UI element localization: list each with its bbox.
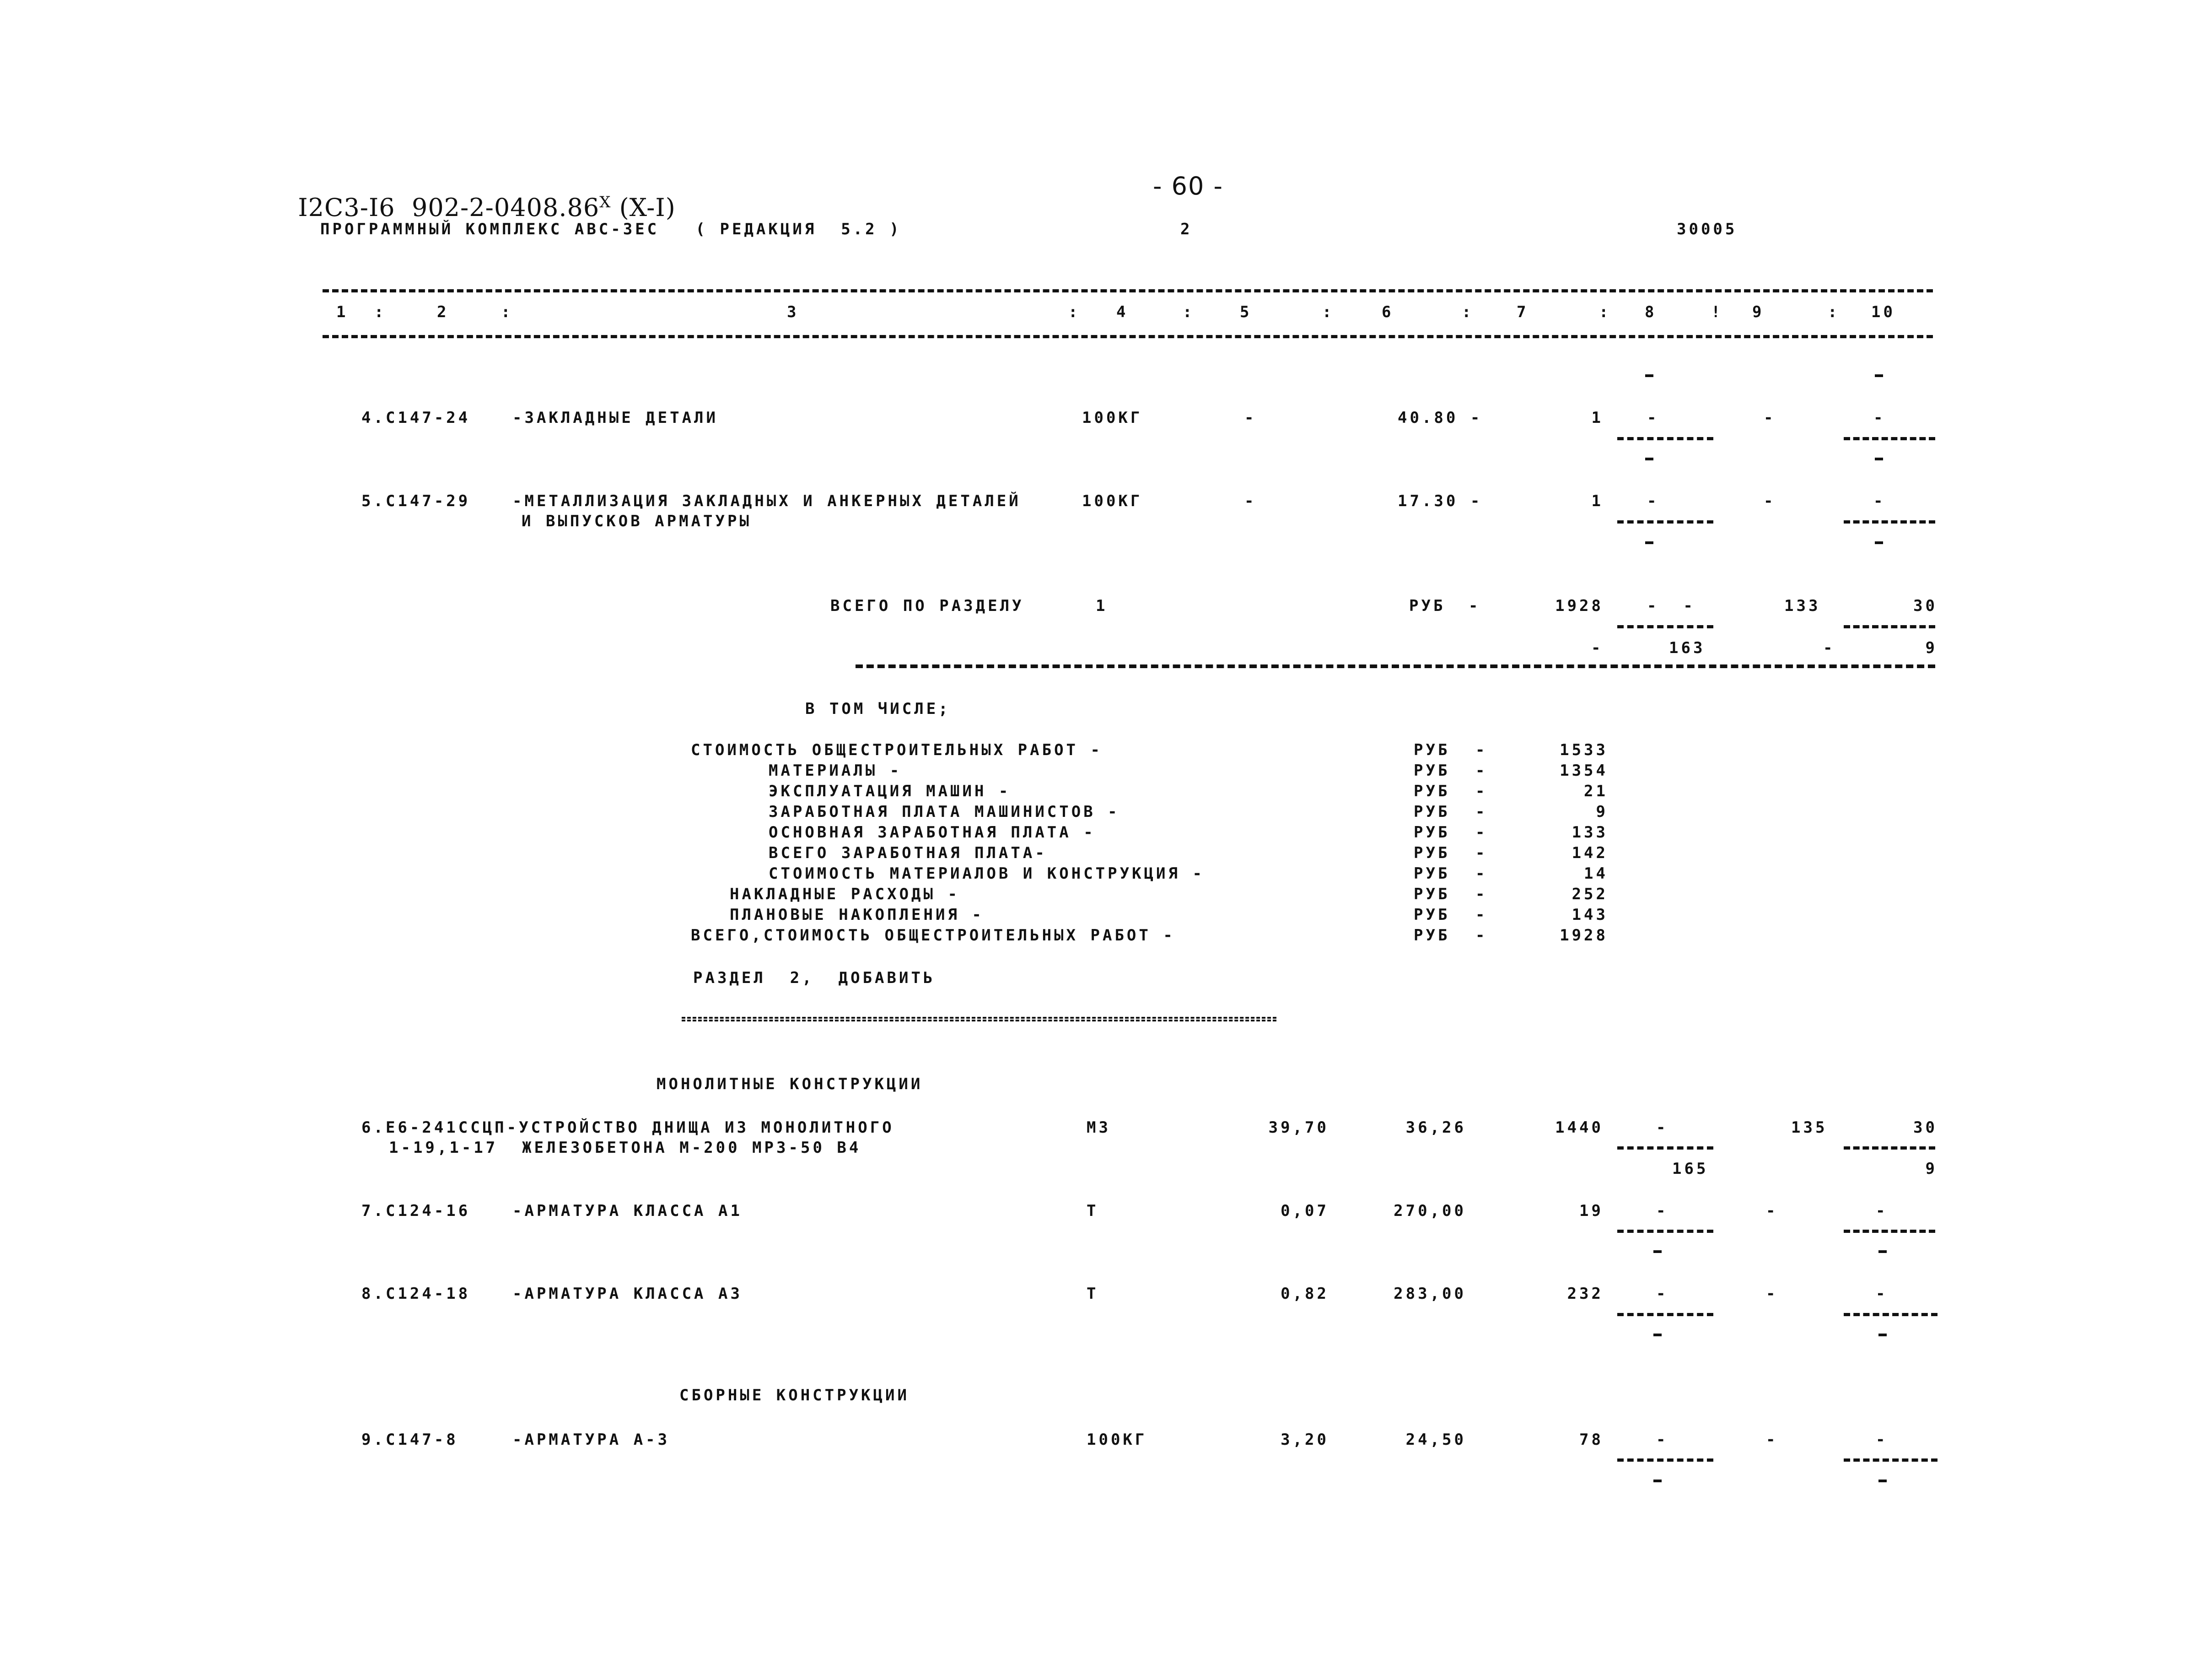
row-price: 40.80 - [1398, 409, 1483, 427]
row-qty: - [1244, 492, 1257, 510]
col-no-6: 6 [1382, 303, 1394, 321]
row-col8: - [1656, 1202, 1668, 1220]
row-col10: - [1876, 1202, 1888, 1220]
row-cost: 78 [1579, 1431, 1604, 1449]
row-name: -АРМАТУРА А-3 [512, 1431, 670, 1449]
total-col10-bottom: 9 [1925, 639, 1938, 657]
cell-rule [1617, 520, 1713, 524]
row-price: 270,00 [1394, 1202, 1466, 1220]
col-sep-9: : [1828, 303, 1840, 321]
group-heading-prefab: СБОРНЫЕ КОНСТРУКЦИИ [679, 1386, 910, 1404]
row-code: 7.С124-16 [361, 1202, 471, 1220]
breakdown-label: ВСЕГО ЗАРАБОТНАЯ ПЛАТА- [769, 844, 1047, 862]
breakdown-unit: РУБ [1414, 926, 1450, 945]
breakdown-unit: РУБ [1414, 741, 1450, 759]
cell-rule [1844, 625, 1935, 628]
row-unit: 100КГ [1082, 409, 1143, 427]
row-name: -МЕТАЛЛИЗАЦИЯ ЗАКЛАДНЫХ И АНКЕРНЫХ ДЕТАЛЕЙ [512, 492, 1021, 510]
row-col10: - [1876, 1431, 1888, 1449]
row-col9: - [1764, 409, 1776, 427]
breakdown-label: ЭКСПЛУАТАЦИЯ МАШИН - [769, 782, 1011, 800]
row-unit: М3 [1087, 1118, 1111, 1137]
row-col10: - [1876, 1285, 1888, 1303]
row-name: -ЗАКЛАДНЫЕ ДЕТАЛИ [512, 409, 718, 427]
document-code [281, 176, 676, 222]
breakdown-label: ПЛАНОВЫЕ НАКОПЛЕНИЯ - [730, 906, 984, 924]
row-col8: - [1647, 492, 1659, 510]
breakdown-dash: - [1475, 885, 1488, 903]
total-rule [856, 664, 1935, 668]
total-col9-bottom: - [1823, 639, 1835, 657]
row-qty: - [1244, 409, 1257, 427]
col-sep-2: : [501, 303, 513, 321]
dash-mark [1653, 1480, 1662, 1482]
total-label: ВСЕГО ПО РАЗДЕЛУ [830, 597, 1024, 615]
cell-rule [1617, 1146, 1713, 1150]
total-cost: 1928 [1555, 597, 1604, 615]
col-sep-1: : [374, 303, 387, 321]
row-price: 17.30 - [1398, 492, 1483, 510]
row-unit: Т [1087, 1285, 1099, 1303]
total-col10: 30 [1913, 597, 1938, 615]
breakdown-unit: РУБ [1414, 864, 1450, 883]
breakdown-label: СТОИМОСТЬ ОБЩЕСТРОИТЕЛЬНЫХ РАБОТ - [691, 741, 1103, 759]
breakdown-unit: РУБ [1414, 761, 1450, 780]
row-col8: - [1656, 1118, 1668, 1137]
breakdown-label: НАКЛАДНЫЕ РАСХОДЫ - [730, 885, 960, 903]
breakdown-label: ЗАРАБОТНАЯ ПЛАТА МАШИНИСТОВ - [769, 803, 1120, 821]
total-unit: РУБ [1409, 597, 1446, 615]
breakdown-value: 1354 [1560, 761, 1608, 780]
breakdown-dash: - [1475, 926, 1488, 945]
cell-rule [1617, 625, 1713, 628]
row-col9: - [1766, 1431, 1778, 1449]
row-col10-bottom: 9 [1925, 1160, 1938, 1178]
row-code: 6.Е6-241ССЦП-УСТРОЙСТВО ДНИЩА ИЗ МОНОЛИТНОГО [361, 1118, 894, 1137]
row-code-continued: 1-19,1-17 ЖЕЛЕЗОБЕТОНА М-200 МРЗ-50 В4 [389, 1139, 861, 1157]
col-sep-6: : [1462, 303, 1474, 321]
row-name-continued: И ВЫПУСКОВ АРМАТУРЫ [522, 512, 752, 530]
cell-rule [1844, 1230, 1935, 1233]
row-qty: 0,82 [1281, 1285, 1329, 1303]
cell-rule [1617, 1458, 1713, 1462]
breakdown-value: 21 [1584, 782, 1608, 800]
row-unit: Т [1087, 1202, 1099, 1220]
program-title: ПРОГРАММНЫЙ КОМПЛЕКС АВС-3ЕС ( РЕДАКЦИЯ 5.2 ) [320, 220, 902, 238]
row-name: -АРМАТУРА КЛАССА А3 [512, 1285, 743, 1303]
col-no-4: 4 [1116, 303, 1129, 321]
header-bottom-rule [323, 335, 1933, 338]
row-col8: - [1656, 1285, 1668, 1303]
row-cost: 1440 [1555, 1118, 1604, 1137]
document-id: 30005 [1677, 220, 1738, 238]
row-qty: 3,20 [1281, 1431, 1329, 1449]
col-no-9: 9 [1752, 303, 1765, 321]
cell-rule [1844, 520, 1935, 524]
row-unit: 100КГ [1082, 492, 1143, 510]
breakdown-value: 9 [1596, 803, 1608, 821]
section-number: 2 [1180, 220, 1193, 238]
row-price: 24,50 [1405, 1431, 1466, 1449]
col-sep-8: ! [1711, 303, 1723, 321]
row-unit: 100КГ [1087, 1431, 1147, 1449]
dash-mark [1645, 374, 1653, 377]
breakdown-dash: - [1475, 906, 1488, 924]
row-col10: 30 [1913, 1118, 1938, 1137]
row-cost: 232 [1567, 1285, 1604, 1303]
dash-mark [1653, 1250, 1662, 1253]
breakdown-unit: РУБ [1414, 823, 1450, 842]
row-code: 9.С147-8 [361, 1431, 458, 1449]
dash-mark [1645, 541, 1653, 544]
breakdown-title: В ТОМ ЧИСЛЕ; [805, 700, 951, 718]
dash-mark [1875, 541, 1883, 544]
row-col9: - [1764, 492, 1776, 510]
breakdown-value: 142 [1572, 844, 1608, 862]
dash-mark [1878, 1250, 1887, 1253]
breakdown-value: 1533 [1560, 741, 1608, 759]
cell-rule [1844, 1458, 1938, 1462]
breakdown-unit: РУБ [1414, 885, 1450, 903]
page-number: - 60 - [1153, 172, 1224, 200]
breakdown-dash: - [1475, 844, 1488, 862]
col-no-7: 7 [1517, 303, 1529, 321]
dash-mark [1878, 1334, 1887, 1336]
col-sep-3: : [1068, 303, 1081, 321]
col-no-2: 2 [437, 303, 449, 321]
breakdown-value: 143 [1572, 906, 1608, 924]
col-no-8: 8 [1645, 303, 1657, 321]
row-name: -АРМАТУРА КЛАССА А1 [512, 1202, 743, 1220]
breakdown-dash: - [1475, 864, 1488, 883]
total-dash: - [1469, 597, 1481, 615]
document-code-sup: X [599, 193, 611, 211]
breakdown-value: 133 [1572, 823, 1608, 842]
breakdown-dash: - [1475, 761, 1488, 780]
total-col7-bottom: - [1591, 639, 1604, 657]
cell-rule [1617, 1313, 1713, 1316]
cell-rule [1844, 437, 1935, 440]
col-sep-4: : [1183, 303, 1195, 321]
cell-rule [1844, 1146, 1935, 1150]
row-code: 5.С147-29 [361, 492, 471, 510]
total-col8-bottom: 163 [1669, 639, 1706, 657]
row-col8-bottom: 165 [1672, 1160, 1709, 1178]
row-price: 283,00 [1394, 1285, 1466, 1303]
document-code-suffix: (X-I) [619, 193, 676, 222]
col-no-10: 10 [1871, 303, 1895, 321]
breakdown-label: ВСЕГО,СТОИМОСТЬ ОБЩЕСТРОИТЕЛЬНЫХ РАБОТ - [691, 926, 1175, 945]
total-col9: 133 [1784, 597, 1821, 615]
row-cost: 1 [1591, 492, 1604, 510]
col-sep-7: : [1599, 303, 1611, 321]
row-qty: 0,07 [1281, 1202, 1329, 1220]
row-qty: 39,70 [1268, 1118, 1329, 1137]
row-price: 36,26 [1405, 1118, 1466, 1137]
breakdown-dash: - [1475, 823, 1488, 842]
breakdown-label: МАТЕРИАЛЫ - [769, 761, 902, 780]
document-code-main: I2C3-I6 902-2-0408.86 [298, 193, 600, 222]
row-col10: - [1873, 492, 1886, 510]
row-col9: 135 [1791, 1118, 1828, 1137]
cell-rule [1617, 1230, 1713, 1233]
cell-rule [1844, 1313, 1938, 1316]
col-no-3: 3 [787, 303, 799, 321]
breakdown-value: 252 [1572, 885, 1608, 903]
breakdown-dash: - [1475, 741, 1488, 759]
breakdown-label: ОСНОВНАЯ ЗАРАБОТНАЯ ПЛАТА - [769, 823, 1096, 842]
col-sep-5: : [1322, 303, 1335, 321]
dash-mark [1875, 374, 1883, 377]
section2-title: РАЗДЕЛ 2, ДОБАВИТЬ [693, 969, 936, 987]
col-no-5: 5 [1240, 303, 1252, 321]
row-col8: - [1656, 1431, 1668, 1449]
dash-mark [1875, 458, 1883, 460]
breakdown-unit: РУБ [1414, 782, 1450, 800]
breakdown-unit: РУБ [1414, 844, 1450, 862]
total-count: 1 [1096, 597, 1108, 615]
breakdown-value: 1928 [1560, 926, 1608, 945]
breakdown-value: 14 [1584, 864, 1608, 883]
row-col9: - [1766, 1285, 1778, 1303]
section2-underline [682, 1017, 1276, 1021]
row-code: 4.С147-24 [361, 409, 471, 427]
breakdown-unit: РУБ [1414, 906, 1450, 924]
row-code: 8.С124-18 [361, 1285, 471, 1303]
row-cost: 1 [1591, 409, 1604, 427]
breakdown-unit: РУБ [1414, 803, 1450, 821]
row-col8: - [1647, 409, 1659, 427]
total-col8: - - [1647, 597, 1695, 615]
breakdown-label: СТОИМОСТЬ МАТЕРИАЛОВ И КОНСТРУКЦИЯ - [769, 864, 1205, 883]
group-heading-monolithic: МОНОЛИТНЫЕ КОНСТРУКЦИИ [657, 1075, 923, 1093]
breakdown-dash: - [1475, 782, 1488, 800]
dash-mark [1878, 1480, 1887, 1482]
col-no-1: 1 [336, 303, 349, 321]
row-cost: 19 [1579, 1202, 1604, 1220]
dash-mark [1653, 1334, 1662, 1336]
dash-mark [1645, 458, 1653, 460]
row-col10: - [1873, 409, 1886, 427]
cell-rule [1617, 437, 1713, 440]
header-top-rule [323, 289, 1933, 292]
breakdown-dash: - [1475, 803, 1488, 821]
row-col9: - [1766, 1202, 1778, 1220]
